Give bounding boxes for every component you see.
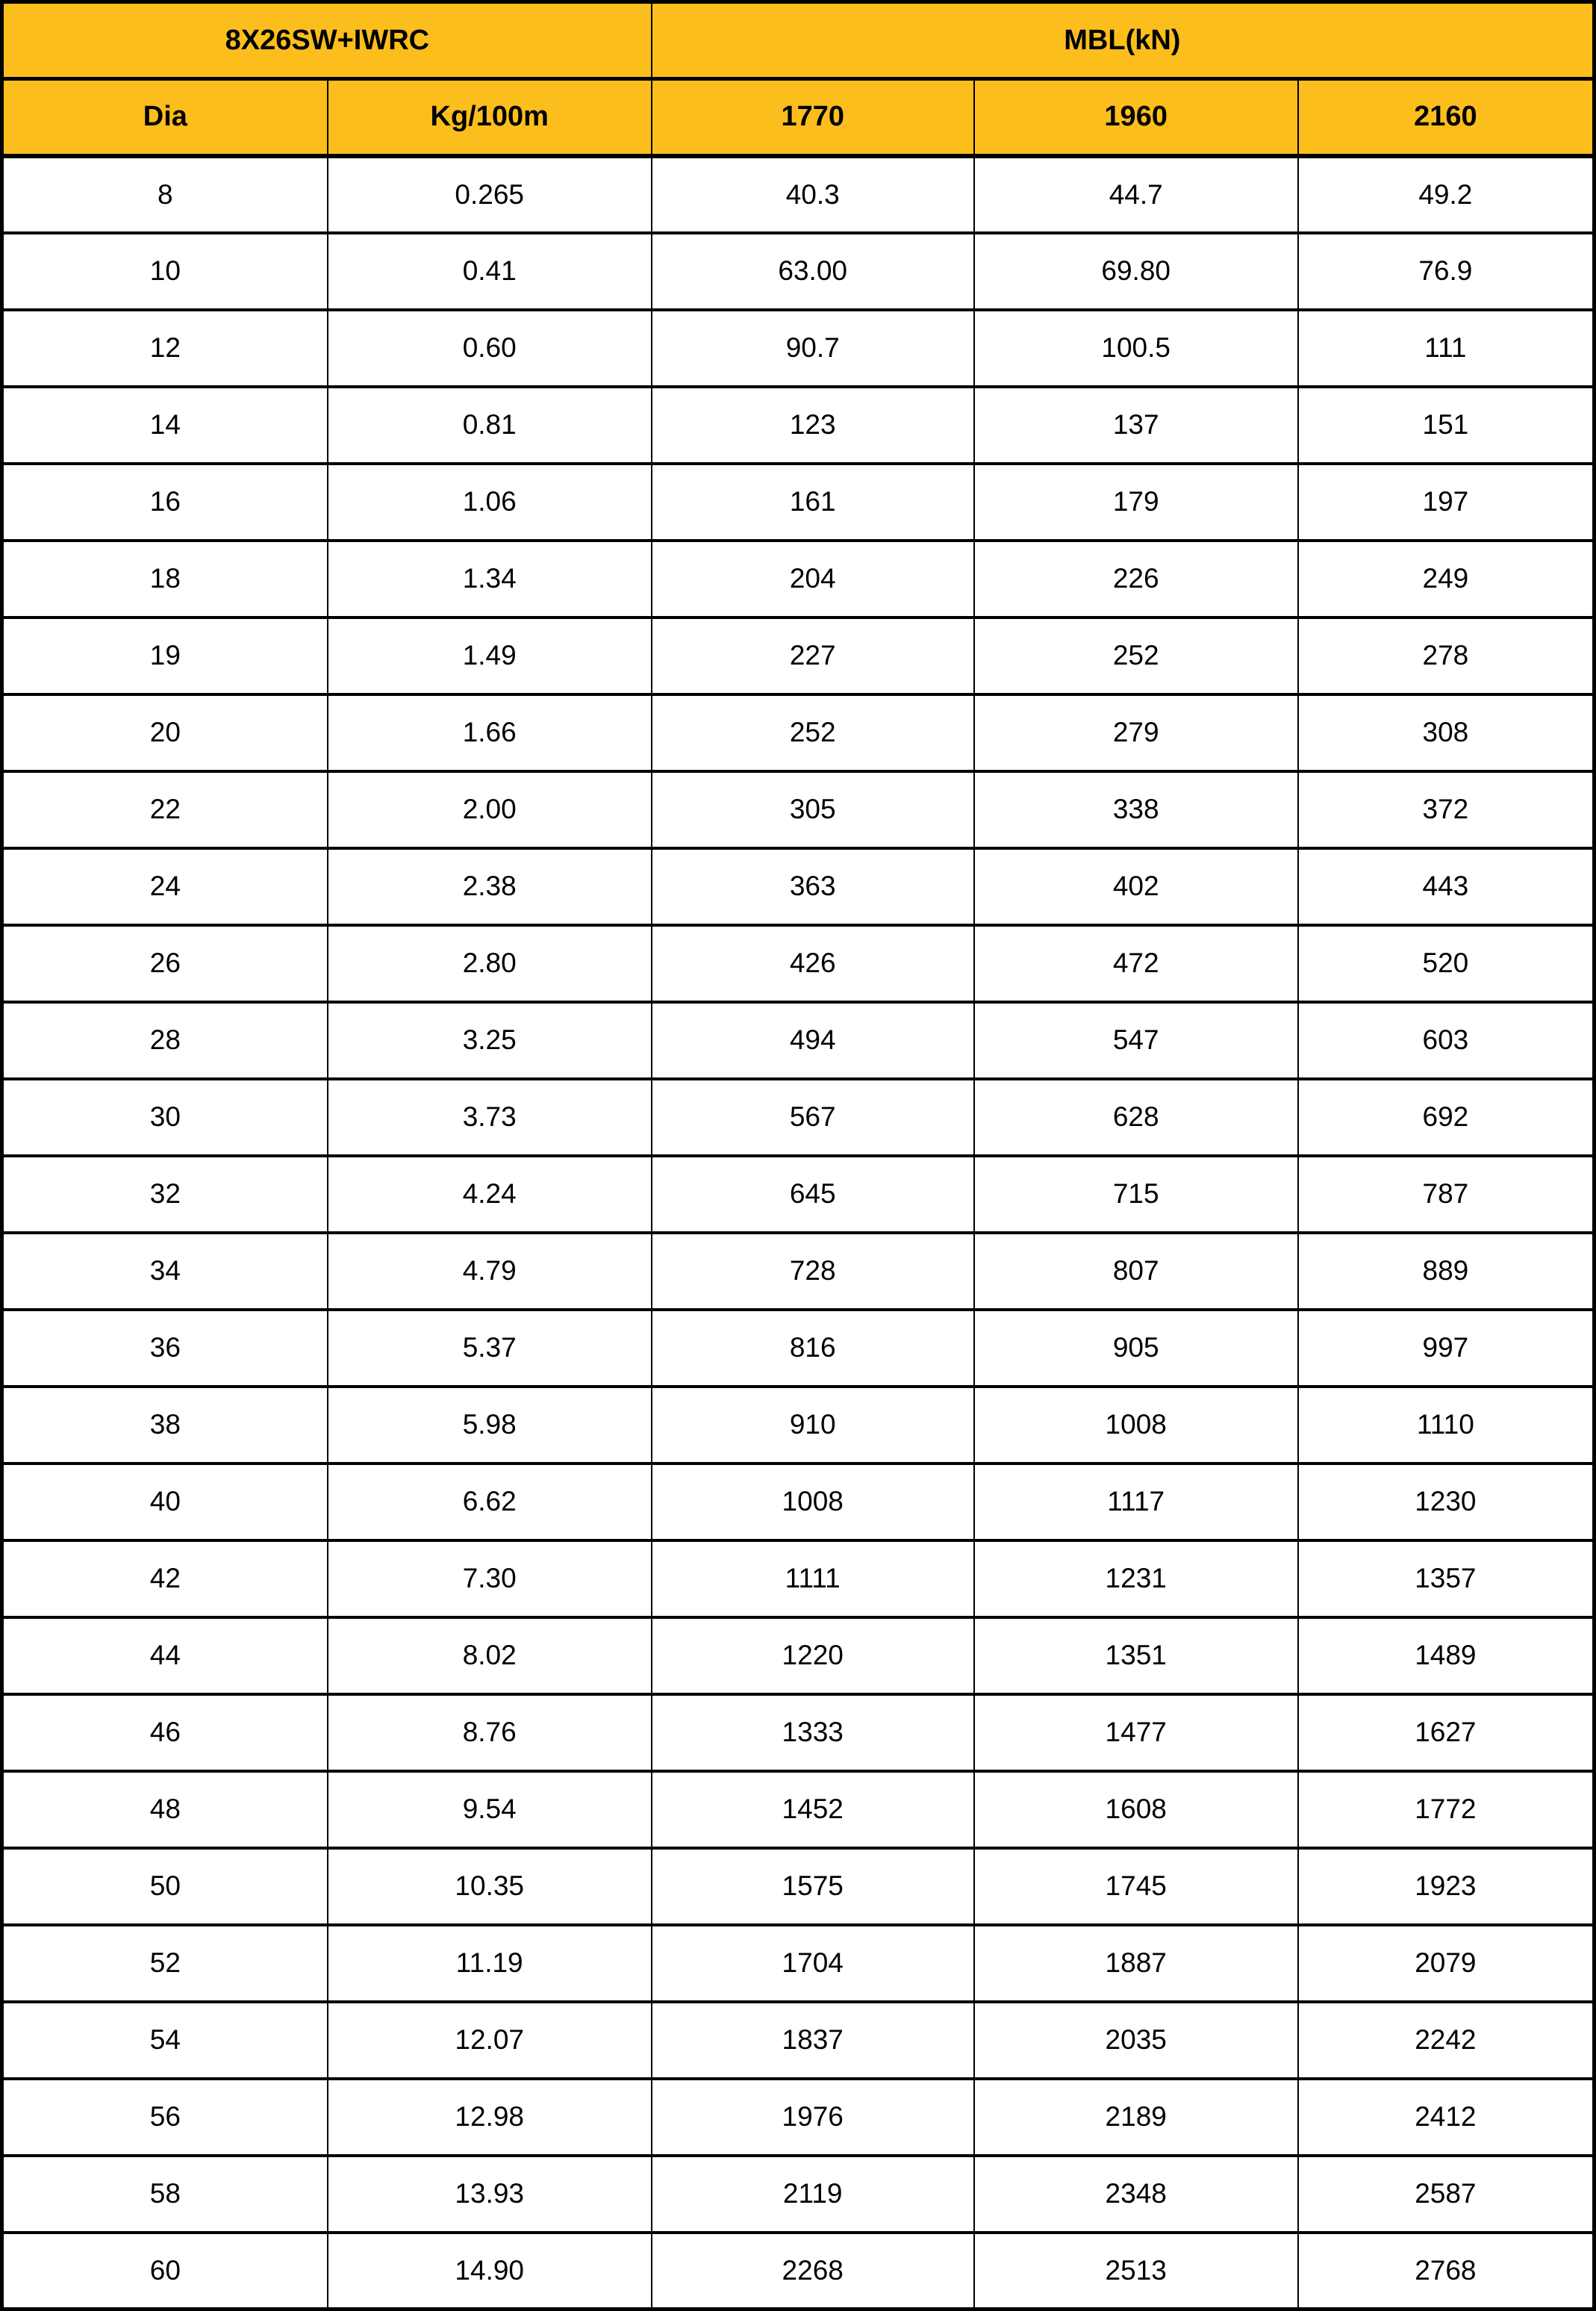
table-cell: 14 bbox=[2, 387, 328, 464]
table-cell: 7.30 bbox=[328, 1540, 652, 1617]
column-header-dia: Dia bbox=[2, 79, 328, 156]
table-cell: 305 bbox=[652, 771, 974, 848]
table-cell: 997 bbox=[1298, 1310, 1595, 1387]
table-cell: 179 bbox=[974, 464, 1298, 541]
table-header bbox=[2, 2, 1595, 156]
table-cell: 1452 bbox=[652, 1771, 974, 1848]
table-cell: 1772 bbox=[1298, 1771, 1595, 1848]
table-row bbox=[2, 694, 1595, 771]
table-cell: 567 bbox=[652, 1079, 974, 1156]
table-cell: 14.90 bbox=[328, 2233, 652, 2310]
table-row bbox=[2, 1233, 1595, 1310]
table-cell: 1351 bbox=[974, 1617, 1298, 1694]
table-row bbox=[2, 1925, 1595, 2002]
table-cell: 2412 bbox=[1298, 2079, 1595, 2156]
table-cell: 2587 bbox=[1298, 2156, 1595, 2233]
table-cell: 1117 bbox=[974, 1464, 1298, 1540]
table-cell: 1220 bbox=[652, 1617, 974, 1694]
table-cell: 3.25 bbox=[328, 1002, 652, 1079]
table-row bbox=[2, 1002, 1595, 1079]
column-header-kg100m: Kg/100m bbox=[328, 79, 652, 156]
table-row bbox=[2, 1156, 1595, 1233]
table-cell: 472 bbox=[974, 925, 1298, 1002]
table-cell: 50 bbox=[2, 1848, 328, 1925]
table-cell: 54 bbox=[2, 2002, 328, 2079]
table-cell: 363 bbox=[652, 848, 974, 925]
table-cell: 372 bbox=[1298, 771, 1595, 848]
table-cell: 69.80 bbox=[974, 233, 1298, 310]
table-cell: 1608 bbox=[974, 1771, 1298, 1848]
table-cell: 8.02 bbox=[328, 1617, 652, 1694]
table-cell: 38 bbox=[2, 1387, 328, 1464]
table-row bbox=[2, 1771, 1595, 1848]
table-cell: 32 bbox=[2, 1156, 328, 1233]
table-cell: 10.35 bbox=[328, 1848, 652, 1925]
table-cell: 787 bbox=[1298, 1156, 1595, 1233]
table-row bbox=[2, 156, 1595, 233]
table-cell: 1976 bbox=[652, 2079, 974, 2156]
table-cell: 2.80 bbox=[328, 925, 652, 1002]
table-cell: 90.7 bbox=[652, 310, 974, 387]
table-cell: 111 bbox=[1298, 310, 1595, 387]
table-cell: 34 bbox=[2, 1233, 328, 1310]
table-cell: 1627 bbox=[1298, 1694, 1595, 1771]
table-cell: 60 bbox=[2, 2233, 328, 2310]
table-cell: 56 bbox=[2, 2079, 328, 2156]
table-cell: 137 bbox=[974, 387, 1298, 464]
table-cell: 8.76 bbox=[328, 1694, 652, 1771]
table-cell: 40.3 bbox=[652, 156, 974, 233]
table-cell: 2035 bbox=[974, 2002, 1298, 2079]
table-row bbox=[2, 2002, 1595, 2079]
table-row bbox=[2, 2156, 1595, 2233]
table-cell: 1575 bbox=[652, 1848, 974, 1925]
table-cell: 1.66 bbox=[328, 694, 652, 771]
table-row bbox=[2, 233, 1595, 310]
table-cell: 807 bbox=[974, 1233, 1298, 1310]
table-row bbox=[2, 541, 1595, 618]
table-cell: 9.54 bbox=[328, 1771, 652, 1848]
table-cell: 715 bbox=[974, 1156, 1298, 1233]
table-cell: 5.37 bbox=[328, 1310, 652, 1387]
table-cell: 0.81 bbox=[328, 387, 652, 464]
table-cell: 1357 bbox=[1298, 1540, 1595, 1617]
table-cell: 44.7 bbox=[974, 156, 1298, 233]
table-cell: 1704 bbox=[652, 1925, 974, 2002]
table-cell: 100.5 bbox=[974, 310, 1298, 387]
table-cell: 443 bbox=[1298, 848, 1595, 925]
table-cell: 226 bbox=[974, 541, 1298, 618]
table-cell: 11.19 bbox=[328, 1925, 652, 2002]
column-header-row bbox=[2, 79, 1595, 156]
table-cell: 8 bbox=[2, 156, 328, 233]
column-header-grade-1960: 1960 bbox=[974, 79, 1298, 156]
table-cell: 0.41 bbox=[328, 233, 652, 310]
table-cell: 2268 bbox=[652, 2233, 974, 2310]
table-cell: 1230 bbox=[1298, 1464, 1595, 1540]
table-row bbox=[2, 1540, 1595, 1617]
table-cell: 42 bbox=[2, 1540, 328, 1617]
table-cell: 1887 bbox=[974, 1925, 1298, 2002]
table-row bbox=[2, 1310, 1595, 1387]
table-cell: 1.06 bbox=[328, 464, 652, 541]
table-cell: 2119 bbox=[652, 2156, 974, 2233]
table-cell: 1008 bbox=[652, 1464, 974, 1540]
table-cell: 24 bbox=[2, 848, 328, 925]
table-cell: 1008 bbox=[974, 1387, 1298, 1464]
table-row bbox=[2, 2079, 1595, 2156]
table-cell: 1231 bbox=[974, 1540, 1298, 1617]
table-cell: 4.79 bbox=[328, 1233, 652, 1310]
table-cell: 197 bbox=[1298, 464, 1595, 541]
table-cell: 2189 bbox=[974, 2079, 1298, 2156]
table-cell: 1.34 bbox=[328, 541, 652, 618]
table-cell: 645 bbox=[652, 1156, 974, 1233]
table-cell: 0.265 bbox=[328, 156, 652, 233]
table-cell: 494 bbox=[652, 1002, 974, 1079]
table-cell: 1.49 bbox=[328, 618, 652, 694]
table-cell: 4.24 bbox=[328, 1156, 652, 1233]
table-cell: 1111 bbox=[652, 1540, 974, 1617]
table-cell: 520 bbox=[1298, 925, 1595, 1002]
table-cell: 889 bbox=[1298, 1233, 1595, 1310]
table-cell: 52 bbox=[2, 1925, 328, 2002]
table-cell: 603 bbox=[1298, 1002, 1595, 1079]
column-header-grade-1770: 1770 bbox=[652, 79, 974, 156]
table-row bbox=[2, 1079, 1595, 1156]
table-cell: 76.9 bbox=[1298, 233, 1595, 310]
table-cell: 910 bbox=[652, 1387, 974, 1464]
table-cell: 547 bbox=[974, 1002, 1298, 1079]
table-row bbox=[2, 618, 1595, 694]
table-cell: 20 bbox=[2, 694, 328, 771]
table-cell: 1333 bbox=[652, 1694, 974, 1771]
table-cell: 2768 bbox=[1298, 2233, 1595, 2310]
table-cell: 227 bbox=[652, 618, 974, 694]
table-cell: 905 bbox=[974, 1310, 1298, 1387]
table-cell: 2513 bbox=[974, 2233, 1298, 2310]
table-cell: 28 bbox=[2, 1002, 328, 1079]
table-cell: 48 bbox=[2, 1771, 328, 1848]
table-cell: 728 bbox=[652, 1233, 974, 1310]
table-cell: 1110 bbox=[1298, 1387, 1595, 1464]
table-row bbox=[2, 1464, 1595, 1540]
table-row bbox=[2, 1848, 1595, 1925]
table-cell: 151 bbox=[1298, 387, 1595, 464]
column-header-grade-2160: 2160 bbox=[1298, 79, 1595, 156]
table-cell: 13.93 bbox=[328, 2156, 652, 2233]
table-cell: 628 bbox=[974, 1079, 1298, 1156]
table-cell: 249 bbox=[1298, 541, 1595, 618]
group-header-construction: 8X26SW+IWRC bbox=[2, 2, 652, 79]
table-cell: 3.73 bbox=[328, 1079, 652, 1156]
table-cell: 1477 bbox=[974, 1694, 1298, 1771]
group-header-row bbox=[2, 2, 1595, 79]
table-cell: 252 bbox=[974, 618, 1298, 694]
group-header-mbl: MBL(kN) bbox=[652, 2, 1595, 79]
table-cell: 252 bbox=[652, 694, 974, 771]
table-cell: 2348 bbox=[974, 2156, 1298, 2233]
table-body bbox=[2, 156, 1595, 2310]
table-row bbox=[2, 1694, 1595, 1771]
table-row bbox=[2, 1617, 1595, 1694]
table-cell: 16 bbox=[2, 464, 328, 541]
table-cell: 12.98 bbox=[328, 2079, 652, 2156]
table-cell: 30 bbox=[2, 1079, 328, 1156]
table-cell: 12.07 bbox=[328, 2002, 652, 2079]
table-row bbox=[2, 925, 1595, 1002]
table-cell: 2079 bbox=[1298, 1925, 1595, 2002]
table-cell: 1923 bbox=[1298, 1848, 1595, 1925]
table-cell: 26 bbox=[2, 925, 328, 1002]
table-cell: 278 bbox=[1298, 618, 1595, 694]
table-cell: 123 bbox=[652, 387, 974, 464]
table-cell: 46 bbox=[2, 1694, 328, 1771]
table-row bbox=[2, 387, 1595, 464]
table-cell: 40 bbox=[2, 1464, 328, 1540]
table-cell: 12 bbox=[2, 310, 328, 387]
table-cell: 161 bbox=[652, 464, 974, 541]
table-cell: 5.98 bbox=[328, 1387, 652, 1464]
table-row bbox=[2, 771, 1595, 848]
table-cell: 18 bbox=[2, 541, 328, 618]
table-cell: 22 bbox=[2, 771, 328, 848]
table-cell: 338 bbox=[974, 771, 1298, 848]
table-cell: 2.38 bbox=[328, 848, 652, 925]
table-cell: 1837 bbox=[652, 2002, 974, 2079]
table-cell: 19 bbox=[2, 618, 328, 694]
table-cell: 1489 bbox=[1298, 1617, 1595, 1694]
table-cell: 402 bbox=[974, 848, 1298, 925]
table-cell: 1745 bbox=[974, 1848, 1298, 1925]
table-cell: 204 bbox=[652, 541, 974, 618]
table-row bbox=[2, 848, 1595, 925]
table-cell: 426 bbox=[652, 925, 974, 1002]
table-row bbox=[2, 1387, 1595, 1464]
table-cell: 816 bbox=[652, 1310, 974, 1387]
table-cell: 692 bbox=[1298, 1079, 1595, 1156]
table-row bbox=[2, 464, 1595, 541]
table-cell: 44 bbox=[2, 1617, 328, 1694]
table-cell: 63.00 bbox=[652, 233, 974, 310]
table-cell: 308 bbox=[1298, 694, 1595, 771]
table-row bbox=[2, 310, 1595, 387]
table-row bbox=[2, 2233, 1595, 2310]
table-cell: 10 bbox=[2, 233, 328, 310]
table-cell: 2.00 bbox=[328, 771, 652, 848]
table-cell: 58 bbox=[2, 2156, 328, 2233]
table-cell: 279 bbox=[974, 694, 1298, 771]
table-cell: 6.62 bbox=[328, 1464, 652, 1540]
table-cell: 0.60 bbox=[328, 310, 652, 387]
table-cell: 49.2 bbox=[1298, 156, 1595, 233]
table-cell: 36 bbox=[2, 1310, 328, 1387]
table-cell: 2242 bbox=[1298, 2002, 1595, 2079]
